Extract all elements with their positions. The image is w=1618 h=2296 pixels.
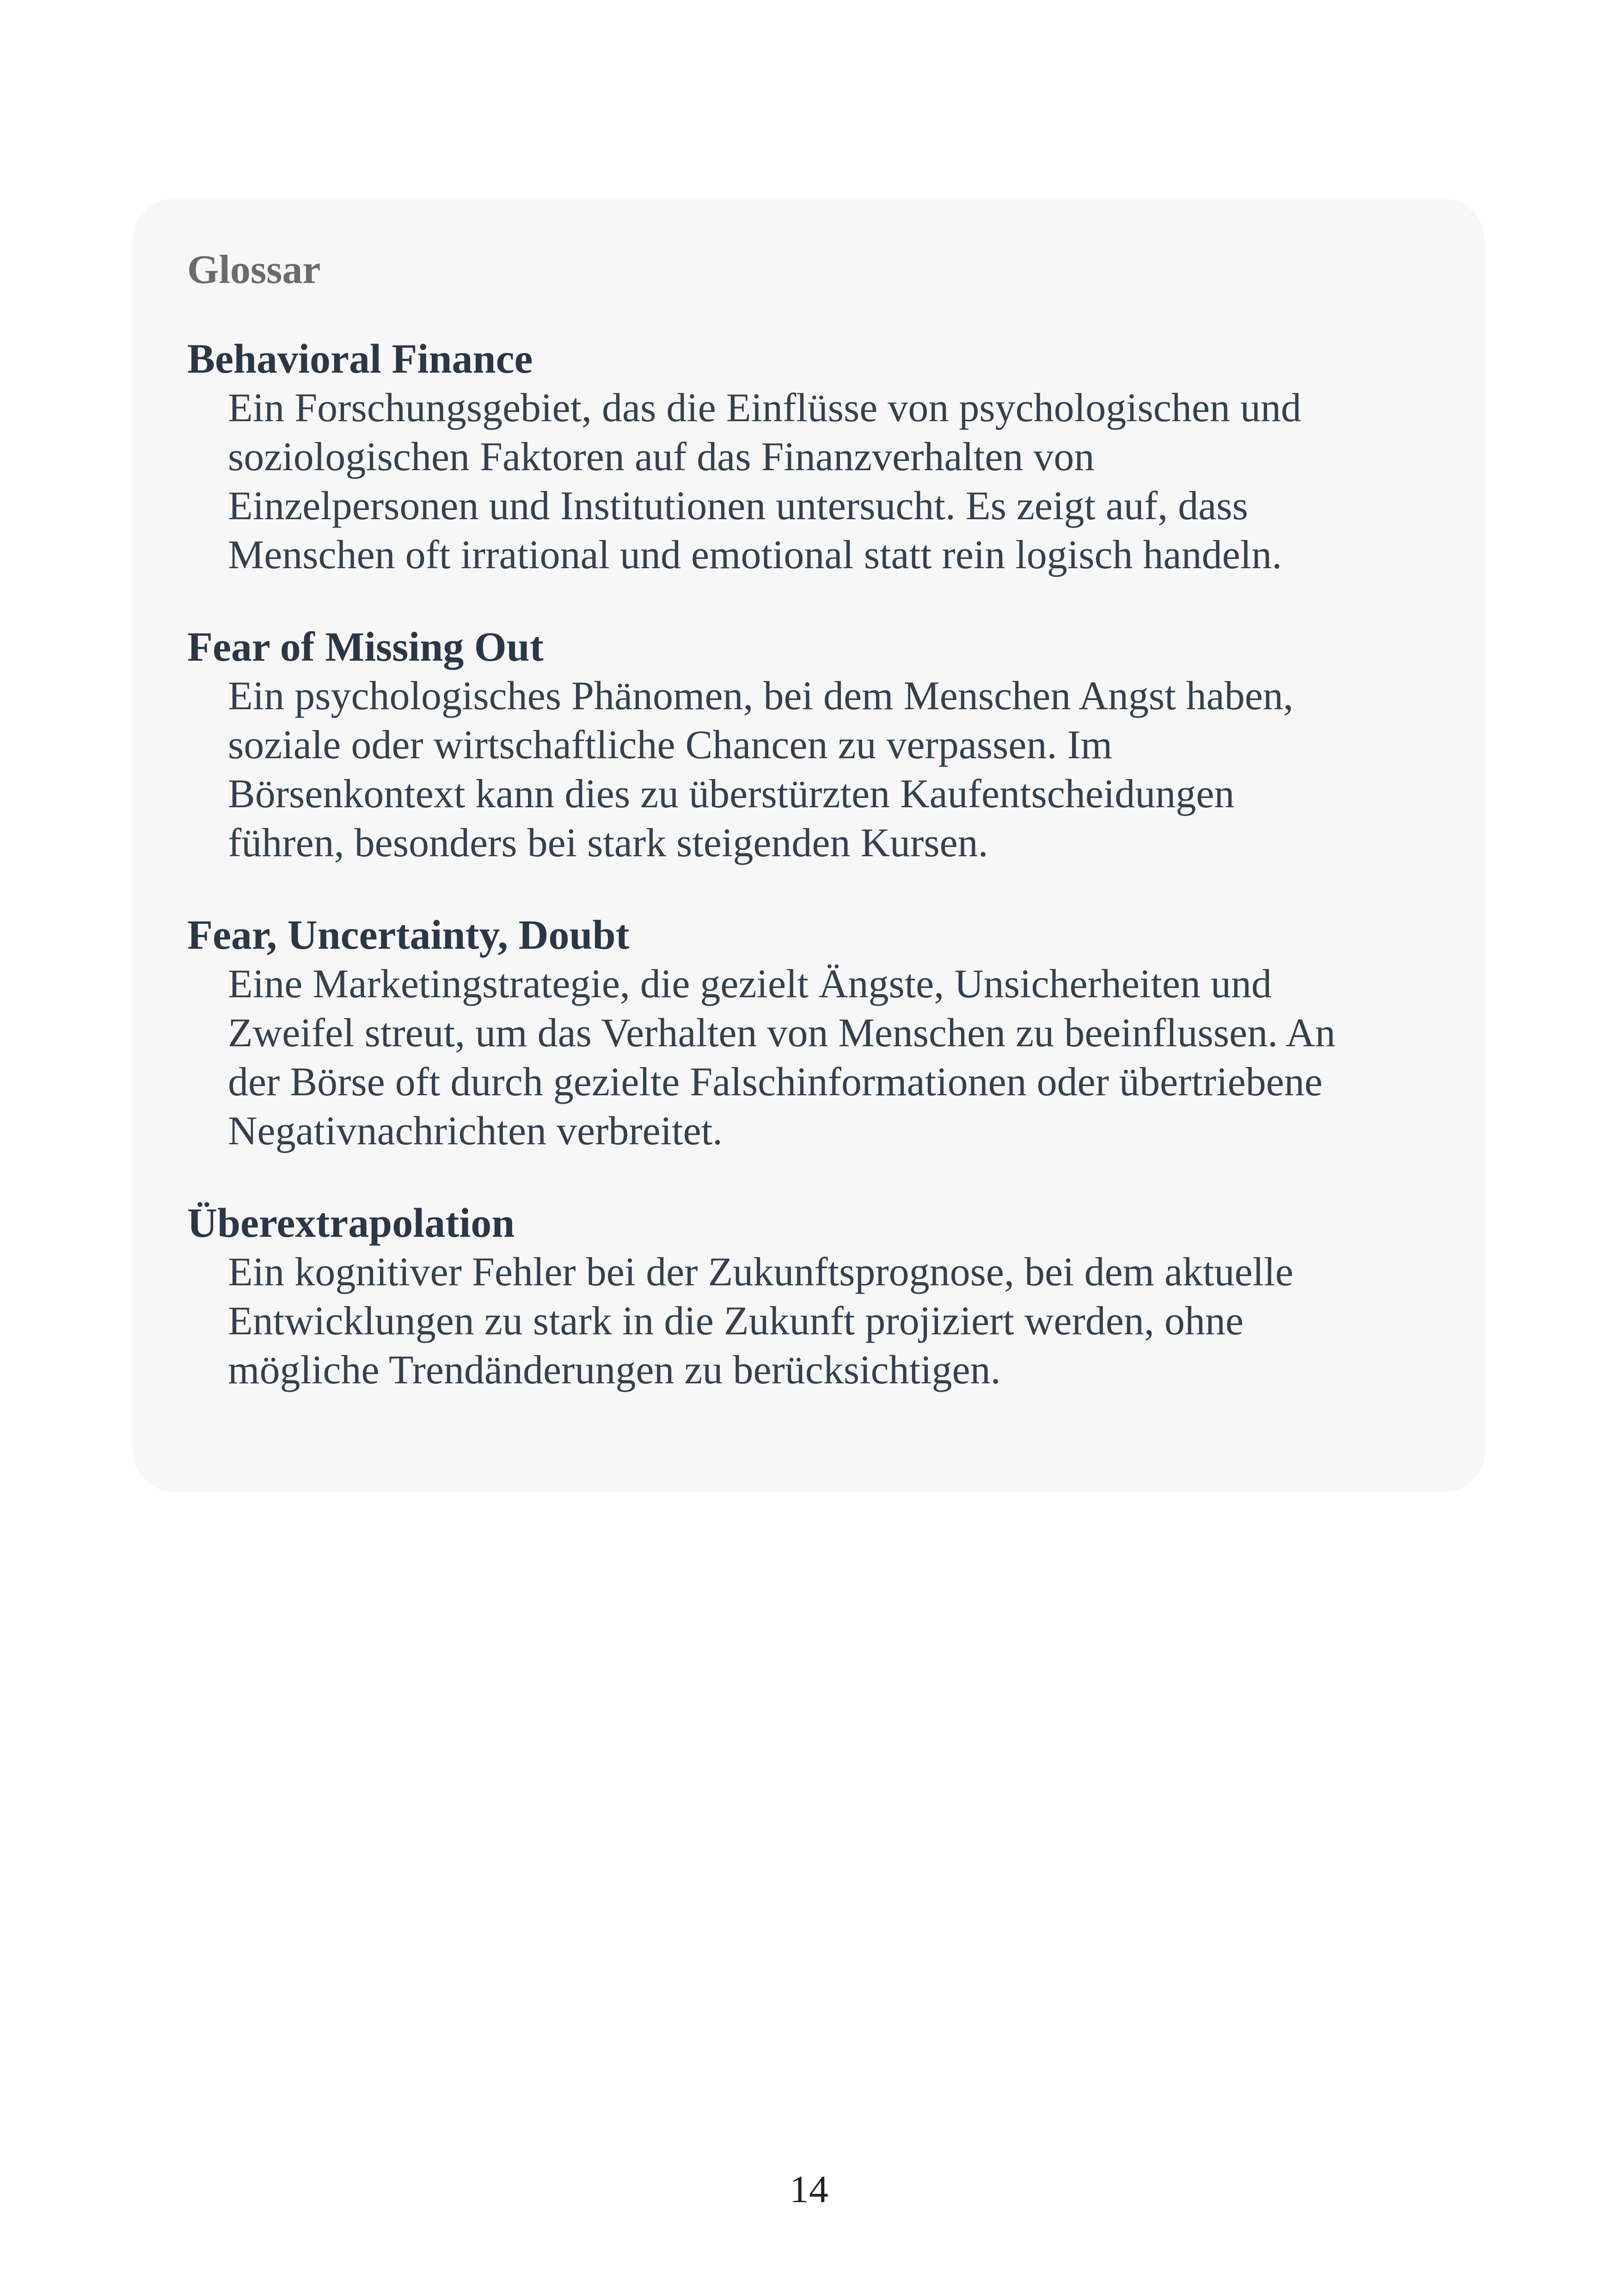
glossary-entry-ueberextrapolation [187, 1199, 1485, 1395]
glossary-definition: Eine Marketingstrategie, die gezielt Ängste, Unsicherheiten und Zweifel streut, um das Verhalten von Menschen zu beeinflussen. An der Börse oft durch gezielte Falschinformationen oder übertriebene Negativnachrichten verbreitet. [228, 962, 1336, 1154]
glossary-box [133, 199, 1485, 1492]
glossary-term: Behavioral Finance [187, 336, 533, 382]
glossary-definition: Ein kognitiver Fehler bei der Zukunftsprognose, bei dem aktuelle Entwicklungen zu stark in die Zukunft projiziert werden, ohne mögliche Trendänderungen zu berücksichtigen. [228, 1250, 1293, 1393]
glossary-term: Überextrapolation [187, 1200, 515, 1246]
glossary-entry-behavioral-finance [187, 335, 1485, 580]
glossary-definition: Ein Forschungsgebiet, das die Einflüsse von psychologischen und soziologischen Faktoren auf das Finanzverhalten von Einzelpersonen und Institutionen untersucht. Es zeigt auf, dass Menschen oft irrational und emotional statt rein logisch handeln. [228, 386, 1301, 577]
glossary-entry-fear-of-missing-out [187, 623, 1485, 868]
glossary-term: Fear of Missing Out [187, 624, 544, 670]
glossary-definition: Ein psychologisches Phänomen, bei dem Menschen Angst haben, soziale oder wirtschaftliche Chancen zu verpassen. Im Börsenkontext kann dies zu überstürzten Kaufentscheidungen führen, besonders bei stark steigenden Kursen. [228, 674, 1293, 866]
glossary-entry-fear-uncertainty-doubt [187, 911, 1485, 1156]
page-number: 14 [790, 2168, 828, 2211]
glossary-heading: Glossar [187, 247, 321, 292]
glossary-term: Fear, Uncertainty, Doubt [187, 912, 630, 958]
